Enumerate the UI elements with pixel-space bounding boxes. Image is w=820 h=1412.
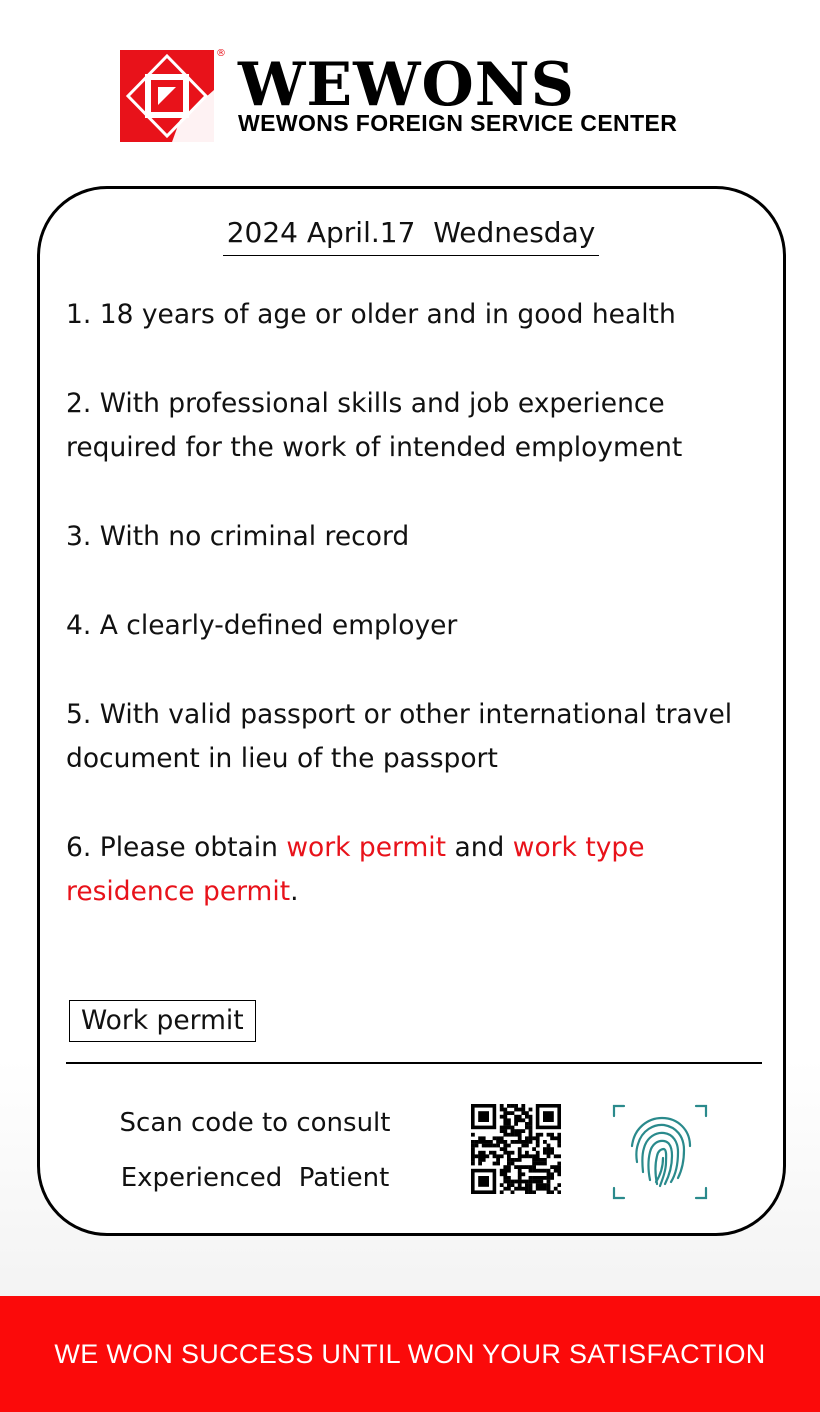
fingerprint-icon — [610, 1102, 710, 1202]
work-permit-tag: Work permit — [69, 1000, 256, 1042]
requirement-prefix: 6. Please obtain — [66, 832, 287, 863]
divider — [66, 1062, 762, 1064]
date-heading: 2024 April.17 Wednesday — [223, 213, 599, 256]
highlight-residence-permit: work type residence permit — [66, 832, 645, 907]
requirements-card — [37, 186, 786, 1236]
scan-prompt: Scan code to consult — [119, 1108, 391, 1138]
qr-code-icon[interactable] — [471, 1104, 561, 1194]
slogan: WE WON SUCCESS UNTIL WON YOUR SATISFACTION — [54, 1339, 766, 1369]
brand-name: WEWONS — [238, 50, 575, 120]
requirement-item: 1. 18 years of age or older and in good health — [66, 299, 676, 330]
requirement-item: 3. With no criminal record — [66, 521, 410, 552]
header — [120, 48, 710, 144]
requirement-item: 2. With professional skills and job experience required for the work of intended employment — [66, 388, 683, 463]
highlight-work-permit: work permit — [286, 832, 447, 863]
footer-banner — [0, 1296, 820, 1412]
requirement-middle: and — [446, 832, 513, 863]
brand-subtitle: WEWONS FOREIGN SERVICE CENTER — [238, 110, 678, 136]
requirement-item: 4. A clearly-defined employer — [66, 610, 458, 641]
requirements-list — [66, 293, 770, 959]
registered-mark: ® — [216, 48, 226, 59]
wewons-logo-icon — [120, 50, 214, 142]
requirement-suffix: . — [290, 876, 299, 907]
requirement-item — [66, 826, 770, 914]
requirement-item: 5. With valid passport or other international travel document in lieu of the passport — [66, 699, 733, 774]
scan-tagline: Experienced Patient — [120, 1163, 390, 1193]
